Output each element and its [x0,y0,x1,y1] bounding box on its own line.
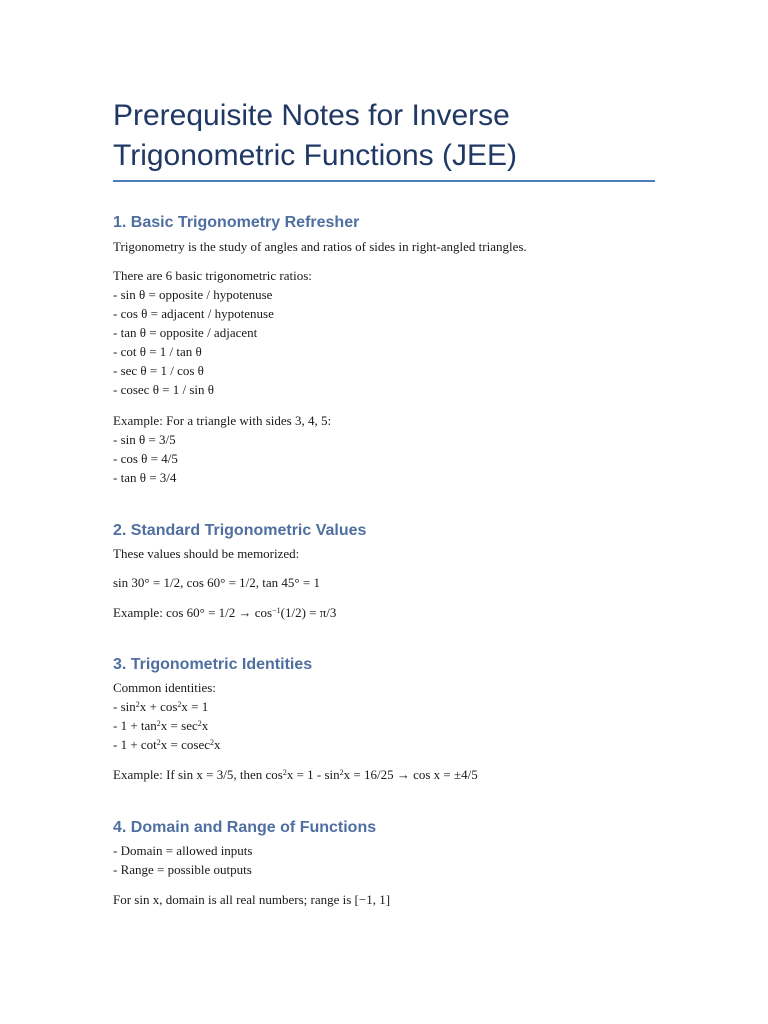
identity-line: - $1 + \tan^2x = \sec^2x$ [113,718,209,733]
domain-line: - Domain = allowed inputs [113,843,253,858]
range-line: - Range = possible outputs [113,862,252,877]
ratio-line: - cos θ = adjacent / hypotenuse [113,306,274,321]
domain-range-block [113,841,252,879]
example-line: - tan θ = 3/4 [113,470,177,485]
example-text: (1/2) = π/3 [280,605,337,620]
example-text: Example: cos 60° = 1/2 → cos [113,605,273,620]
identities-intro: Common identities: [113,680,216,695]
example-intro: Example: For a triangle with sides 3, 4, 5: [113,413,332,428]
standard-values-example [113,603,336,622]
section-heading-4: 4. Domain and Range of Functions [113,819,377,836]
standard-values-line: sin 30° = 1/2, cos 60° = 1/2, tan 45° = 1 [113,575,320,590]
section-heading-1: 1. Basic Trigonometry Refresher [113,214,360,231]
identity-line: - $\sin^2x + \cos^2x = 1$ [113,699,209,714]
example-block [113,411,331,487]
example-line: - sin θ = 3/5 [113,432,176,447]
section-2-paragraph: These values should be memorized: [113,546,300,561]
ratio-line: - cot θ = 1 / tan θ [113,344,202,359]
identity-line: - $1 + \cot^2x = cosec^2x$ [113,737,221,752]
ratios-block [113,266,312,399]
example-line: - cos θ = 4/5 [113,451,178,466]
title-underline [113,180,655,182]
section-1-paragraph: Trigonometry is the study of angles and ratios of sides in right-angled triangles. [113,239,527,254]
ratio-line: - cosec θ = 1 / sin θ [113,382,215,397]
ratio-line: - sec θ = 1 / cos θ [113,363,204,378]
document-title: Prerequisite Notes for Inverse Trigonometric Functions (JEE) [113,99,518,172]
section-heading-2: 2. Standard Trigonometric Values [113,522,367,539]
identities-example: Example: If sin x = 3/5, then $\cos^2x = 1 - \sin^2x = 16/25 \to \cos x = \pm 4/5$ [113,767,478,782]
section-heading-3: 3. Trigonometric Identities [113,656,313,673]
inverse-exponent: −1 [272,606,281,615]
ratio-line: - sin θ = opposite / hypotenuse [113,287,273,302]
ratio-line: - tan θ = opposite / adjacent [113,325,258,340]
identities-block [113,678,221,754]
sin-domain-range: For sin x, domain is all real numbers; range is [−1, 1] [113,892,391,907]
ratios-intro: There are 6 basic trigonometric ratios: [113,268,312,283]
